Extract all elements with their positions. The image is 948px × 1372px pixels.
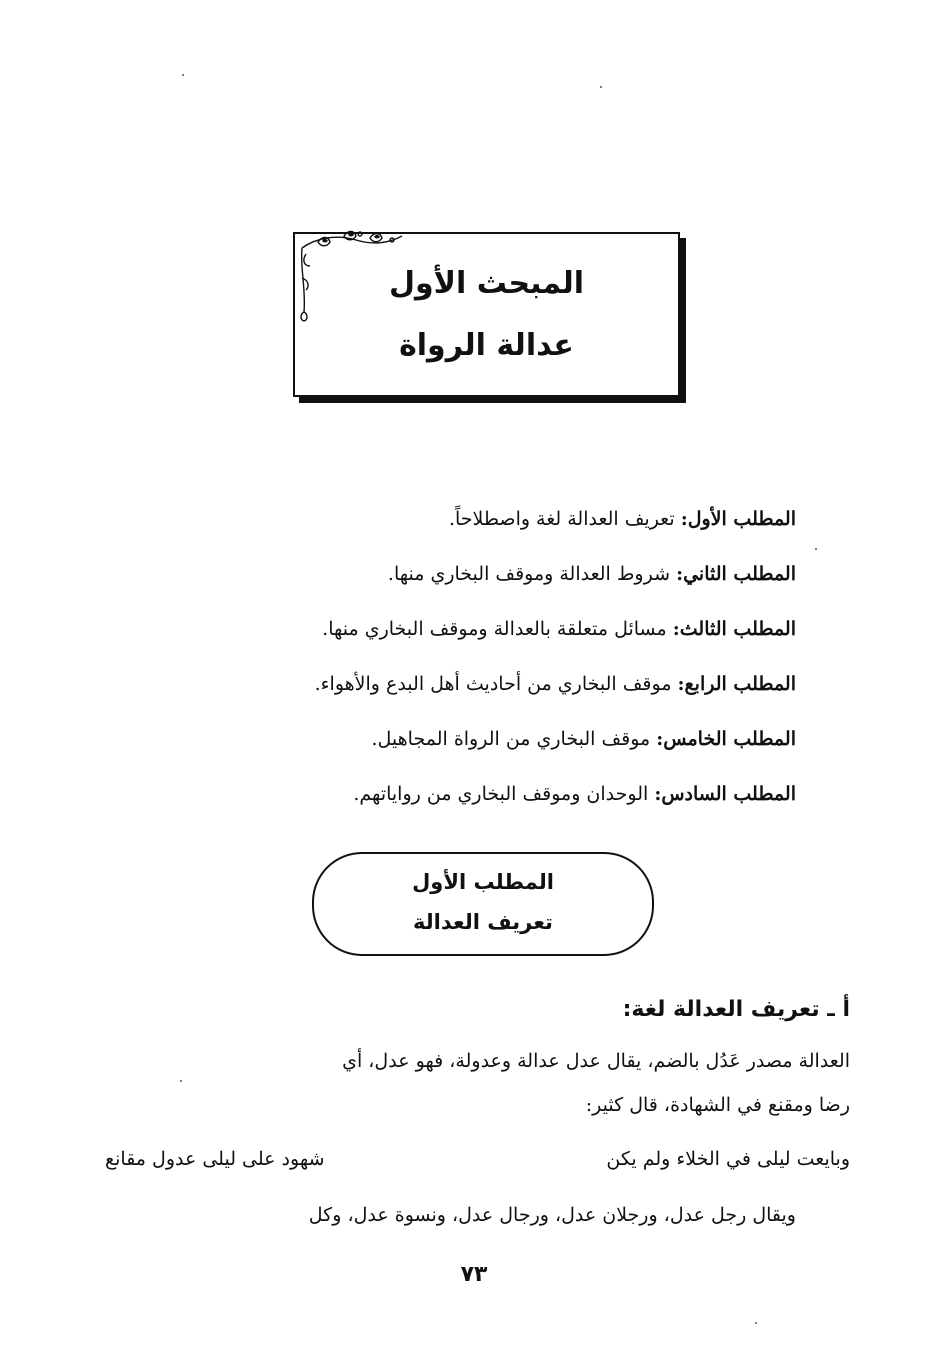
- paragraph-line: ويقال رجل عدل، ورجلان عدل، ورجال عدل، ونسوة عدل، وكل: [308, 1204, 796, 1226]
- toc-item: [322, 618, 796, 640]
- toc-item-text: شروط العدالة وموقف البخاري منها.: [387, 563, 671, 585]
- verse-second-hemistich: شهود على ليلى عدول مقانع: [105, 1148, 325, 1170]
- poetry-verse: [105, 1148, 850, 1170]
- scan-speck: [182, 74, 184, 76]
- toc-item-label: المطلب الثالث:: [672, 618, 796, 640]
- scan-speck: [815, 548, 817, 550]
- page-number: ٧٣: [460, 1262, 488, 1287]
- toc-item-text: موقف البخاري من الرواة المجاهيل.: [371, 728, 651, 750]
- section-title-box: [312, 852, 654, 956]
- toc-item-text: مسائل متعلقة بالعدالة وموقف البخاري منها.: [322, 618, 667, 640]
- toc-item: [372, 728, 797, 750]
- chapter-title: المبحث الأول: [388, 266, 585, 301]
- scan-speck: [600, 86, 602, 88]
- toc-item-label: المطلب الرابع:: [677, 673, 796, 695]
- scan-speck: [180, 1080, 182, 1082]
- floral-ornament-icon: [296, 228, 406, 324]
- paragraph-line: رضا ومقنع في الشهادة، قال كثير:: [585, 1094, 850, 1116]
- toc-item: [449, 508, 796, 530]
- paragraph-line: العدالة مصدر عَدُل بالضم، يقال عدل عدالة وعدولة، فهو عدل، أي: [342, 1050, 850, 1072]
- section-subtitle: تعريف العدالة: [413, 910, 553, 934]
- toc-item-label: المطلب الثاني:: [676, 563, 796, 585]
- toc-item-text: موقف البخاري من أحاديث أهل البدع والأهواء.: [314, 673, 672, 695]
- chapter-subtitle: عدالة الرواة: [399, 328, 574, 363]
- toc-item: [353, 783, 796, 805]
- toc-item-text: تعريف العدالة لغة واصطلاحاً.: [448, 508, 675, 530]
- toc-item: [315, 673, 796, 695]
- toc-item: [388, 563, 796, 585]
- section-title: المطلب الأول: [412, 870, 554, 894]
- verse-first-hemistich: وبايعت ليلى في الخلاء ولم يكن: [606, 1148, 850, 1170]
- toc-item-label: المطلب السادس:: [654, 783, 796, 805]
- body-heading: أ ـ تعريف العدالة لغة:: [622, 997, 850, 1022]
- toc-item-label: المطلب الخامس:: [656, 728, 796, 750]
- scan-speck: [755, 1322, 757, 1324]
- toc-item-label: المطلب الأول:: [680, 508, 796, 530]
- toc-item-text: الوحدان وموقف البخاري من رواياتهم.: [353, 783, 649, 805]
